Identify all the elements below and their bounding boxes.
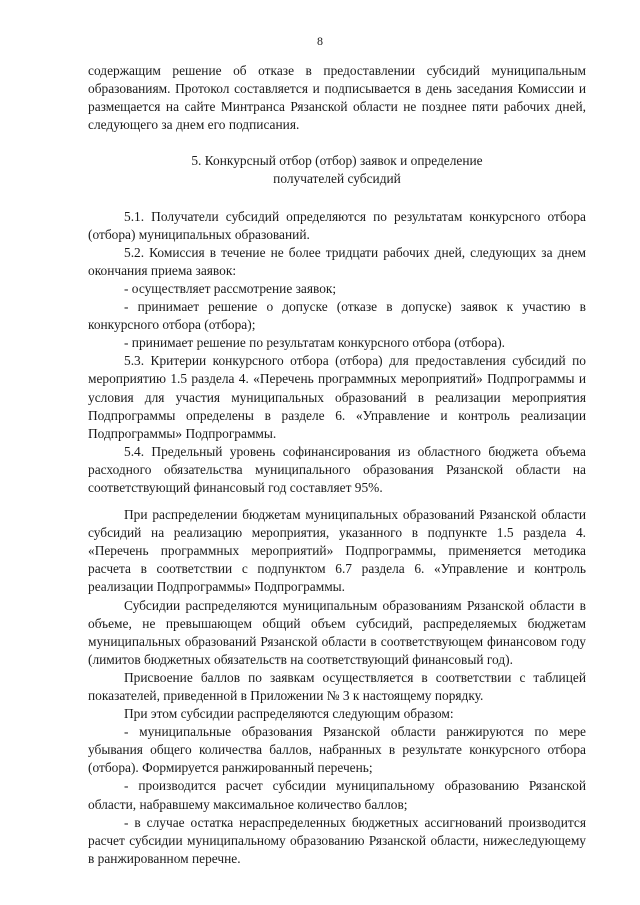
paragraph-distribution: При распределении бюджетам муниципальных образований Рязанской области субсидий на реализацию мероприятия, указанного в подпункте 1.5 раздела 4. «Перечень программных мероприятий» Подпрограммы, применяется методика расчета в соответствии с подпунктом 6.7 раздела 6. «Управление и контроль реализации Подпрограммы» Подпрограммы.	[88, 507, 586, 595]
paragraph-5-3: 5.3. Критерии конкурсного отбора (отбора) для предоставления субсидий по мероприятию 1.5 раздела 4. «Перечень программных мероприятий» Подпрограммы и условия для участия муниципальных образований в реализации мероприятия Подпрограммы определены в разделе 6. «Управление и контроль реализации Подпрограммы» Подпрограммы.	[88, 353, 586, 441]
list-item: - принимает решение о допуске (отказе в допуске) заявок к участию в конкурсного отбора (отбора);	[88, 299, 586, 333]
list-item: - принимает решение по результатам конкурсного отбора (отбора).	[124, 335, 505, 351]
section-5-heading	[88, 152, 586, 188]
list-item: - в случае остатка нераспределенных бюджетных ассигнований производится расчет субсидии муниципальному образованию Рязанской области, нижеследующему в ранжированном перечне.	[88, 814, 586, 866]
paragraph-5-1: 5.1. Получатели субсидий определяются по результатам конкурсного отбора (отбора) муниципальных образований.	[88, 208, 586, 242]
paragraph-5-4: 5.4. Предельный уровень софинансирования из областного бюджета объема расходного обязательства муниципального образования Рязанской области на соответствующий финансовый год составляет 95%.	[88, 443, 586, 495]
section-5-title-line-2: получателей субсидий	[273, 171, 401, 187]
list-item: - производится расчет субсидии муниципальному образованию Рязанской области, набравшему максимальное количество баллов;	[88, 778, 586, 812]
document-body	[88, 62, 586, 868]
paragraph-subsidies: Субсидии распределяются муниципальным образованиям Рязанской области в объеме, не превышающем общий объем субсидий, распределяемых бюджетам муниципальных образований Рязанской области в соответствующем финансовом году (лимитов бюджетных обязательств на соответствующий финансовый год).	[88, 597, 586, 667]
paragraph-intro: содержащим решение об отказе в предоставлении субсидий муниципальным образованиям. Протокол составляется и подписывается в день заседания Комиссии и размещается на сайте Минтранса Рязанской области не позднее пяти рабочих дней, следующего за днем его подписания.	[88, 63, 586, 133]
paragraph-order: При этом субсидии распределяются следующим образом:	[124, 706, 454, 722]
section-5-title-line-1: 5. Конкурсный отбор (отбор) заявок и определение	[191, 153, 483, 169]
page-number: 8	[317, 34, 323, 48]
paragraph-5-2: 5.2. Комиссия в течение не более тридцати рабочих дней, следующих за днем окончания приема заявок:	[88, 244, 586, 278]
list-item: - муниципальные образования Рязанской области ранжируются по мере убывания общего количества баллов, набранных в результате конкурсного отбора (отбора). Формируется ранжированный перечень;	[88, 724, 586, 776]
paragraph-scores: Присвоение баллов по заявкам осуществляется в соответствии с таблицей показателей, приведенной в Приложении № 3 к настоящему порядку.	[88, 669, 586, 703]
list-item: - осуществляет рассмотрение заявок;	[124, 280, 337, 296]
